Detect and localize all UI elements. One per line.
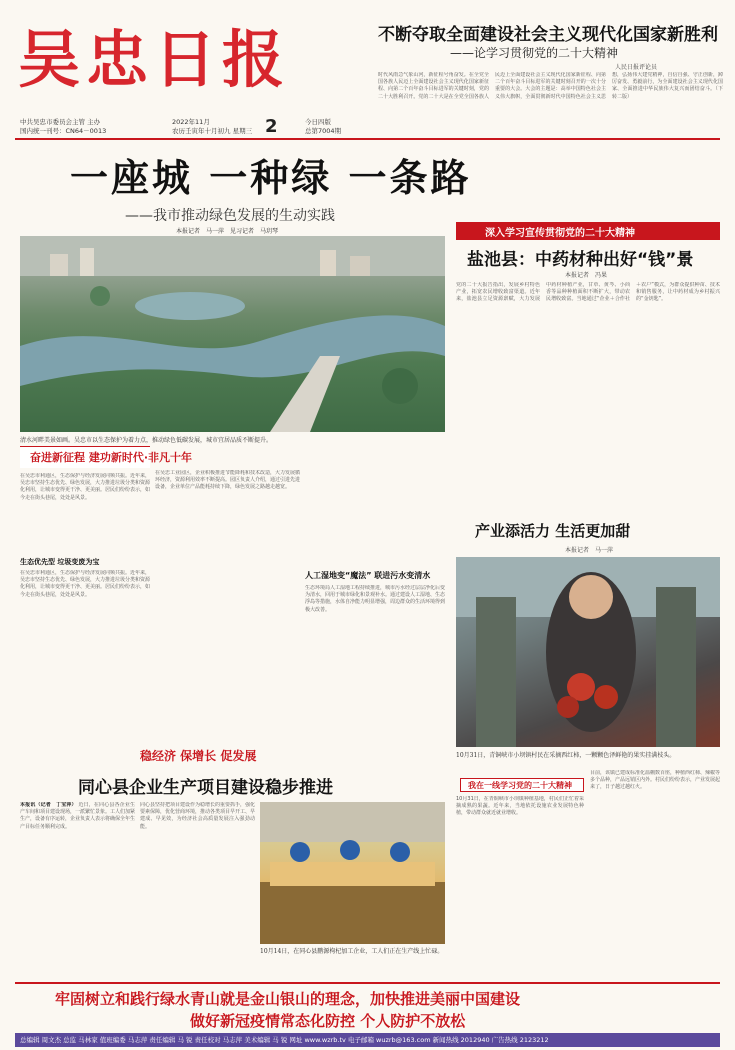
bottom-photo-caption: 10月14日，在同心县鹏源枸杞加工企业，工人们正在生产线上忙碌。 — [260, 948, 444, 955]
newspaper-logo: 吴忠日报 — [18, 23, 291, 96]
factory-workers-photo — [260, 802, 445, 944]
right-article2-byline: 本报记者 马一萍 — [565, 547, 614, 554]
publisher: 中共吴忠市委员会主管 主办 — [20, 118, 101, 126]
right-article1-body: 党的二十大报告指出，发展乡村特色产业，拓宽农民增收致富渠道。近年来，盐池县立足资源禀赋，大力发展中药材种植产业，甘草、黄芩、小茴香等品种种植面积不断扩大，带动农民增收致富。当地通过“企业＋合作社＋农户”模式，为群众提供种苗、技术和销售服务，让中药材成为乡村振兴的“金钥匙”。 — [456, 282, 720, 303]
right-article2-col1: 10月31日，在青铜峡市小坝镇种植基地，村民们正忙着采摘成熟的果蔬。近年来，当地依托设施农业发展特色种植，带动群众就近就业增收。 — [456, 796, 584, 817]
slogan-line2: 做好新冠疫情常态化防控 个人防护不放松 — [190, 1012, 466, 1030]
lunar-date: 农历壬寅年十月初九 星期三 — [172, 127, 253, 135]
issue-info — [305, 118, 341, 136]
bottom-article-col1 — [20, 802, 135, 967]
column-header-label: 深入学习宣传贯彻党的二十大精神 — [485, 228, 635, 239]
right-photo-caption: 10月31日，青铜峡市小坝镇村民在采摘西红柿，一颗颗色泽鲜艳的果实挂满枝头。 — [456, 752, 676, 759]
sub-heading-label: 我在一线学习党的二十大精神 — [468, 781, 572, 790]
lead-subtitle: ——论学习贯彻党的二十大精神 — [450, 46, 619, 60]
main-article-col1-body: 在吴忠市利通区，生态保护与经济发展同频共振。近年来，吴忠市坚持生态优先、绿色发展，大力推进垃圾分类和资源化利用，让城市变得更干净、更美丽。居民们纷纷表示，如今走在街头巷尾，处处是风景。 — [20, 570, 150, 598]
page-count: 今日四版 — [305, 118, 331, 126]
bottom-article-col2: 同心县坚持把项目建设作为稳增长的重要抓手，强化要素保障，优化营商环境，推动各类项目早开工、早建成、早见效，为经济社会高质量发展注入强劲动能。 — [140, 802, 255, 830]
main-article-title[interactable]: 一座城 一种绿 一条路 — [70, 156, 472, 200]
main-article-col2: 在吴忠工业园区，企业积极推进节能降耗和技术改造，大力发展循环经济，资源利用效率不断提高。园区负责人介绍，通过引进先进设备，企业单位产品能耗持续下降，绿色发展之路越走越宽。 — [155, 470, 300, 491]
col1-section-heading: 生态优先型 垃圾变废为宝 — [20, 557, 100, 566]
lead-source: 人民日报评论员 — [615, 64, 658, 71]
slogan-rule — [15, 982, 720, 984]
issue-date: 2022年11月 — [172, 118, 210, 126]
section-banner-label: 奋进新征程 建功新时代·非凡十年 — [30, 451, 193, 464]
lead-headline[interactable]: 不断夺取全面建设社会主义现代化国家新胜利 — [378, 25, 718, 45]
main-article-byline: 本报记者 马一萍 见习记者 马玥琴 — [176, 228, 279, 235]
page-number: 2 — [265, 116, 278, 137]
city-aerial-photo — [20, 236, 445, 432]
bottom-article-title[interactable]: 同心县企业生产项目建设稳步推进 — [78, 778, 333, 798]
bottom-article-byline: 本报讯（记者 丁宝萍） — [20, 802, 77, 808]
right-article2-col2: 目前，该镇已建成标准化温棚数百座，种植西红柿、辣椒等多个品种，产品远销区内外。村民们纷纷表示，产业发展起来了，日子越过越红火。 — [590, 770, 720, 791]
right-article1-title[interactable]: 盐池县：中药材种出好“钱”景 — [467, 250, 694, 270]
farmer-harvest-photo — [456, 557, 720, 747]
main-article-subtitle: ——我市推动绿色发展的生动实践 — [125, 208, 335, 224]
cn-number: 国内统一刊号：CN64－0013 — [20, 127, 107, 135]
right-article1-byline: 本报记者 冯果 — [565, 272, 608, 279]
col3-section-heading: 人工湿地变“魔法” 联进污水变清水 — [305, 571, 431, 580]
lead-body-text: 时代风雨急气象山河，新征程号角奋发。在全党全国各族人民迈上全面建设社会主义现代化国家新征程、向第二个百年奋斗目标进军的关键时刻，党的二十大胜利召开。党的二十大是在全党全国各族人民迈上全面建设社会主义现代化国家新征程、向第二个百年奋斗目标进军的关键时刻召开的一次十分重要的大会。大会的主题是：高举中国特色社会主义伟大旗帜，全面贯彻新时代中国特色社会主义思想，弘扬伟大建党精神，自信自强、守正创新，踔厉奋发、勇毅前行，为全面建设社会主义现代化国家、全面推进中华民族伟大复兴而团结奋斗。（下转二版） — [378, 72, 723, 100]
bottom-article-col1-text: 近日，在同心县各企业生产车间和项目建设现场，一派繁忙景象。工人们加紧生产，设备有序运转，企业负责人表示将确保全年生产目标任务顺利完成。 — [20, 802, 135, 830]
ribbon-label: 稳经济 保增长 促发展 — [140, 749, 257, 763]
factory-illustration — [260, 802, 445, 944]
issue-number: 总第7004期 — [305, 127, 342, 135]
right-article2-title[interactable]: 产业添活力 生活更加甜 — [475, 522, 631, 540]
main-article-col1: 在吴忠市利通区，生态保护与经济发展同频共振。近年来，吴忠市坚持生态优先、绿色发展，大力推进垃圾分类和资源化利用，让城市变得更干净、更美丽。居民们纷纷表示，如今走在街头巷尾，处处是风景。 — [20, 473, 150, 501]
publisher-info — [20, 118, 106, 136]
city-aerial-illustration — [20, 236, 445, 432]
main-article-col3: 生态环境局人工湿地工程持续推进，城市污水经过层层净化后变为清水，回用于城市绿化和景观补水。通过建设人工湿地、生态浮岛等措施，水体自净能力明显增强，周边群众的生活环境得到极大改善。 — [305, 585, 445, 613]
farmer-illustration — [456, 557, 720, 747]
footer-credits: 总编辑 周文杰 总监 马林家 值班编委 马志萍 责任编辑 马 锐 责任校对 马志萍 美术编辑 马 锐 网址 www.wzrb.tv 电子邮箱 wuzrb@163.com 新闻热线 2012940 广告热线 2123212 — [20, 1036, 549, 1044]
main-photo-caption: 清水河畔美景如画。吴忠市以生态保护为着力点，推动绿色低碳发展，城市宜居品质不断提升。 — [20, 437, 273, 444]
masthead-rule — [15, 138, 720, 140]
date-info — [172, 118, 252, 136]
slogan-line1: 牢固树立和践行绿水青山就是金山银山的理念，加快推进美丽中国建设 — [55, 990, 521, 1008]
